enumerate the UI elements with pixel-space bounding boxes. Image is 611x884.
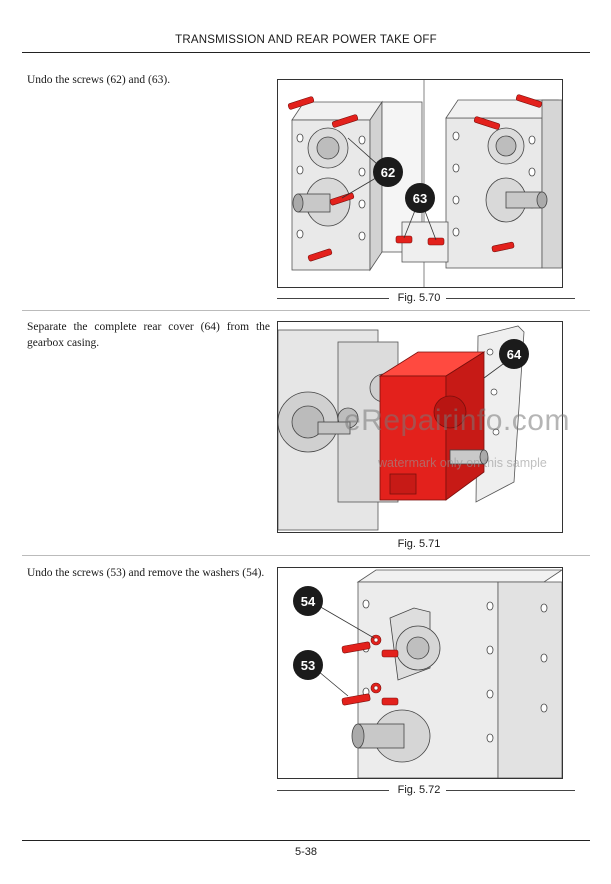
page-number: 5-38: [294, 846, 318, 858]
watermark-subtext: watermark only on this sample: [378, 456, 547, 470]
callout-64-label: 64: [506, 347, 522, 362]
callout-62: [373, 157, 403, 187]
callout-54: [293, 586, 323, 616]
callout-53-label: 53: [300, 658, 316, 673]
caption-rule: [22, 310, 590, 311]
footer-rule: [22, 840, 590, 841]
caption-rule: [22, 555, 590, 556]
page-header: TRANSMISSION AND REAR POWER TAKE OFF: [175, 34, 437, 46]
figure-5-72: [277, 567, 563, 779]
callout-63: [405, 183, 435, 213]
figure-5-71-caption: Fig. 5.71: [397, 538, 441, 550]
callout-54-label: 54: [300, 594, 316, 609]
callout-62-label: 62: [380, 165, 396, 180]
figure-5-72-caption: Fig. 5.72: [397, 784, 441, 796]
callout-64: [499, 339, 529, 369]
figure-5-70: [277, 79, 563, 288]
caption-rule: [277, 790, 389, 791]
caption-rule: [277, 298, 389, 299]
watermark-text: eRepairinfo.com: [344, 404, 570, 437]
header-rule: [22, 52, 590, 53]
figure-5-70-caption: Fig. 5.70: [397, 292, 441, 304]
callout-63-label: 63: [412, 191, 428, 206]
step-2-text: Separate the complete rear cover (64) from the gearbox casing.: [27, 321, 270, 349]
caption-rule: [446, 298, 575, 299]
callout-53: [293, 650, 323, 680]
step-3-text: Undo the screws (53) and remove the washers (54).: [27, 567, 265, 579]
figure-5-71: [277, 321, 563, 533]
step-1-text: Undo the screws (62) and (63).: [27, 74, 171, 86]
caption-rule: [446, 790, 575, 791]
